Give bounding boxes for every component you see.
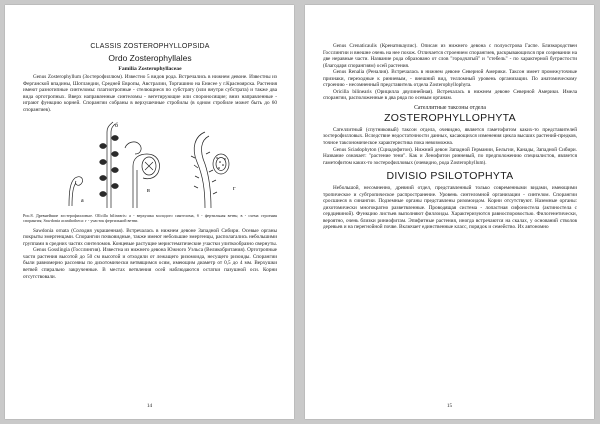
paragraph-gosslingia: Genus Gosslingia (Госслингия). Известна из нижнего девона Южного Уэльса (Великобритания). Ортотропные части растения высотой до 50 см высотой и отходили от лежащего ризомоида, несущего ризоиды. Спорангии были равномерно рассеяны по дихотомически ветвящимся осям, имеющим диаметр от 0,5 до 4 мм. Верхушки ветвей спирально закрученные. В местах ветвления осей наблюдаются остатки пазушной оси. Корни отсутствовали. — [23, 247, 277, 280]
satellite-taxa-heading: Сателлитные таксоны отдела — [414, 104, 486, 111]
paragraph-oricilla: Oricilla bilinearis (Орицилла двулинейная). Встречалась в нижнем девоне Северной Америки. Имела спорангии, расположенные в два ряда по осевым органам. — [323, 88, 577, 102]
right-page — [305, 5, 594, 419]
classis-heading: CLASSIS ZOSTEROPHYLLOPSIDA — [90, 43, 210, 50]
plant-illustration — [55, 118, 245, 210]
paragraph-sciadophyton: Genus Sciadophyton (Сциадофитон). Нижний девон Западной Германии, Бельгии, Канады, Западной Сибири. Название означает: "растение тени". Как и Ленофитон ринневый, по предположению специалистов, является гаметофитом каких-то зостерофилловых (очевидно, рода Zosterophyllum). — [323, 146, 577, 166]
page-number-right: 15 — [446, 403, 453, 409]
paragraph-crenaticaulis: Genus Crenaticaulis (Кренатикаулис). Описан из нижнего девона с полуострова Гаспе. Близкородствен Госслингии и внешне очень на нее похож. Отличается строением спорангиев, раскрывающихся при созревании на две неравные части. Название рода образовано от слов "городчатый" и "стебель" - по характерной бугристости (благодаря спорангиям) осей растения. — [323, 43, 577, 69]
ordo-heading: Ordo Zosterophyllales — [108, 53, 192, 63]
paragraph-psilotophyta: Небольшой, несомненно, древний отдел, представленный только современными видами, имеющими тропическое и субтропическое распространение. Уровень синтеломной организации - синтелом. Спорангии сросшиеся в синангии. Подземные органы представлены ризомоидом. Корни отсутствуют. Наземные органы: дихотомически многократно разветвленные. Проводящая система - лопастная сифоностела (актиностела с сердцевиной). Функцию листьев выполняют филлоиды. Характеризуются равноспоровостью. Филогенетически, вероятно, очень близки риниофитам. Эпифитные растения, иногда встречаются на скалах, у оснований стволов деревьев и на перегнойной почве. Включает единственные класс, порядок и семейство. Их автономно — [323, 185, 577, 231]
label-a: а — [81, 198, 84, 205]
figure-caption: Рис.8. Древнейшие зостерофилловые. Ollcilla bilinearis: а - верхушка молодого синтелома, б - фертильная ветвь; в - схема строения спорангия; Sawdonia acanthotheca: г - участок фертильной ветви. — [23, 213, 277, 224]
paragraph-satellite-taxon: Сателлитный (спутниковый) таксон отдела, очевидно, является гаметофитом каких-то представителей зостерофилловых. Вследствие недостаточности данных, касающихся изменения цикла высших растений-предков, точное таксономическое характеристика пока невозможна. — [323, 126, 577, 147]
plant-drawing — [55, 118, 245, 210]
division-psilotophyta-heading: DIVISIO PSILOTOPHYTA — [386, 170, 514, 183]
paragraph-sawdonia: Sawdonia ornata (Солодия украшенная). Встречалась в нижнем девоне Западной Сибири. Осевые органы покрыты эмергенцами. Спорангии почковидные, также имеют небольшие эмергенцы, располагались небольшими группами в средних частях синтеломов. Концевые растущие меристематические участки улиткообразно свернуты. — [23, 227, 277, 247]
paragraph-renalia: Genus Renalia (Реналия). Встречалась в нижнем девоне Северной Америки. Таксон имеет промежуточные признаки, переходные к риниевым, - внешний вид, телломный уровень организации. По анатомическому строению - несомненный представитель отдела Zosterophyllophyta. — [323, 69, 577, 89]
familia-heading: Familia Zosterophyllaceae — [118, 66, 182, 72]
left-page-content — [23, 43, 277, 280]
paragraph-zosterophyllum: Genus Zosterophyllum (Зостерофиллюм). Известно 5 видов рода. Встречались в нижнем девоне. Известны из Ферганской впадины, Шотландии, Средней Европы, Австралии, Торгашино на Енисее у г.Красноярска. Растения имеют разнотипные синтеломы: плагиотропные - стелющиеся по субстрату (или внутри субстрата) и также два вида ортотропных. Вверх направленные синтеломы - вегетирующие или спороносящие; вниз направленные - играют функцию корней. Спорангии собраны в верхушечные стробилы (в одном стробиле может быть до 60 спорангиев). — [23, 74, 277, 113]
label-v: в — [147, 188, 150, 195]
division-zosterophyllophyta-heading: ZOSTEROPHYLLOPHYTA — [384, 111, 516, 124]
page-number-left: 14 — [146, 403, 153, 409]
label-g: г — [233, 186, 236, 193]
right-page-content — [323, 43, 577, 231]
label-b: б — [115, 123, 119, 130]
left-page — [5, 5, 294, 419]
